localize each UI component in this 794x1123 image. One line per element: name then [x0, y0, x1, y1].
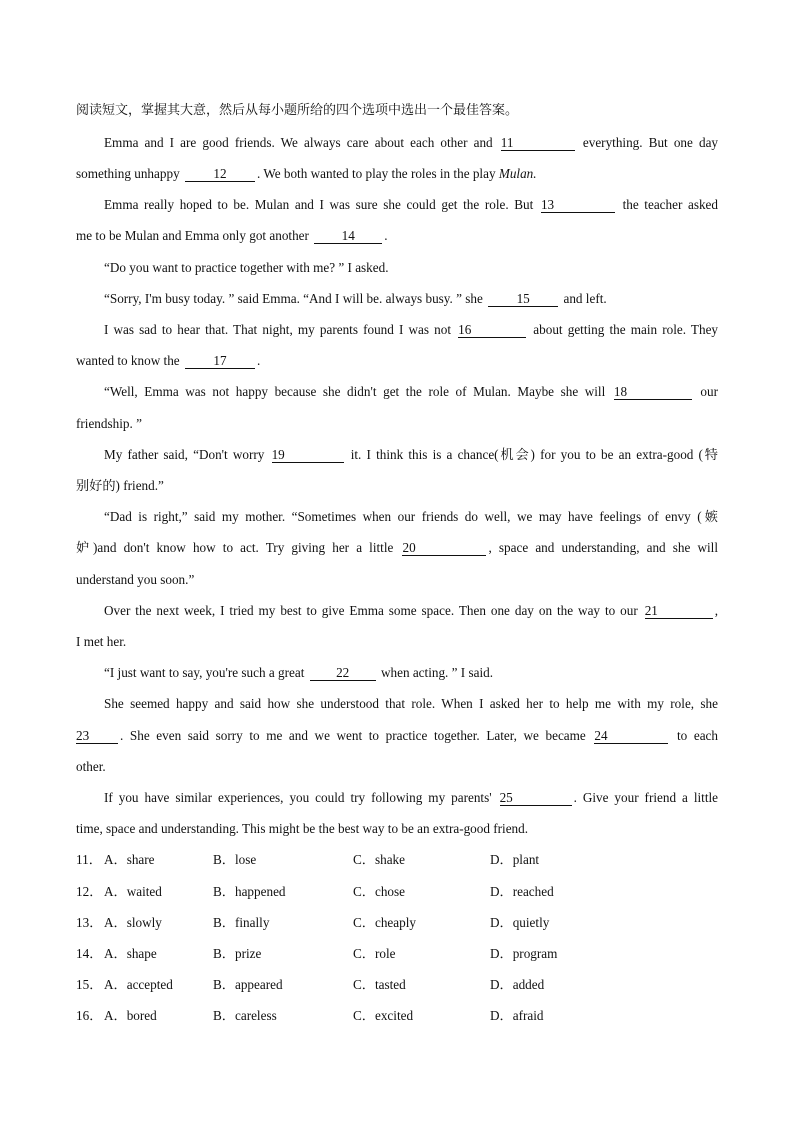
blank-20: 20: [402, 540, 486, 556]
option-b[interactable]: B．careless: [213, 1008, 277, 1023]
option-d[interactable]: D．reached: [490, 884, 554, 899]
passage-line: Emma and I are good friends. We always care about each other and 11 everything. But one day: [104, 135, 719, 150]
option-c[interactable]: C．role: [353, 946, 396, 961]
passage-line: friendship. ”: [76, 416, 142, 431]
passage-line: me to be Mulan and Emma only got another 14 .: [76, 228, 388, 243]
option-b[interactable]: B．prize: [213, 946, 262, 961]
option-b[interactable]: B．happened: [213, 884, 286, 899]
passage-line: something unhappy 12 . We both wanted to play the roles in the play Mulan.: [76, 166, 537, 181]
option-d[interactable]: D．plant: [490, 852, 540, 867]
blank-17: 17: [185, 353, 255, 369]
passage-line: 23 . She even said sorry to me and we went to practice together. Later, we became 24 to each: [76, 728, 718, 743]
passage-line: 妒)and don't know how to act. Try giving her a little 20 , space and understanding, and she will: [76, 540, 718, 555]
passage-line: 别好的) friend.”: [76, 478, 164, 493]
blank-21: 21: [645, 603, 713, 619]
option-d[interactable]: D．afraid: [490, 1008, 544, 1023]
passage-line: other.: [76, 759, 106, 774]
blank-15: 15: [488, 291, 558, 307]
option-d[interactable]: D．program: [490, 946, 558, 961]
passage-line: wanted to know the 17 .: [76, 353, 261, 368]
option-c[interactable]: C．excited: [353, 1008, 414, 1023]
passage-line: time, space and understanding. This might be the best way to be an extra-good friend.: [76, 821, 529, 836]
option-c[interactable]: C．cheaply: [353, 915, 416, 930]
passage-line: “Well, Emma was not happy because she didn't get the role of Mulan. Maybe she will 18 our: [104, 384, 719, 399]
option-d[interactable]: D．quietly: [490, 915, 550, 930]
blank-18: 18: [614, 384, 692, 400]
passage-line: My father said, “Don't worry 19 it. I think this is a chance(机会) for you to be an extra-good (特: [104, 447, 718, 462]
option-b[interactable]: B．lose: [213, 852, 257, 867]
option-c[interactable]: C．tasted: [353, 977, 406, 992]
option-c[interactable]: C．chose: [353, 884, 406, 899]
option-a[interactable]: A．shape: [104, 946, 157, 961]
passage-line: understand you soon.”: [76, 572, 195, 587]
blank-11: 11: [501, 135, 575, 151]
option-a[interactable]: A．waited: [104, 884, 162, 899]
blank-22: 22: [310, 665, 376, 681]
passage-line: Over the next week, I tried my best to give Emma some space. Then one day on the way to our 21 ,: [104, 603, 718, 618]
blank-14: 14: [314, 228, 382, 244]
option-c[interactable]: C．shake: [353, 852, 406, 867]
instruction: 阅读短文，掌握其大意，然后从每小题所给的四个选项中选出一个最佳答案。: [76, 103, 519, 118]
passage-line: She seemed happy and said how she understood that role. When I asked her to help me with my role, she: [104, 696, 718, 711]
blank-13: 13: [541, 197, 615, 213]
option-a[interactable]: A．accepted: [104, 977, 173, 992]
option-d[interactable]: D．added: [490, 977, 545, 992]
passage-line: I was sad to hear that. That night, my parents found I was not 16 about getting the main role. They: [104, 322, 719, 337]
passage-line: “Sorry, I'm busy today. ” said Emma. “And I will be. always busy. ” she 15 and left.: [104, 291, 607, 306]
blank-16: 16: [458, 322, 526, 338]
blank-24: 24: [594, 728, 668, 744]
option-b[interactable]: B．finally: [213, 915, 270, 930]
passage-line: If you have similar experiences, you could try following my parents' 25 . Give your friend a little: [104, 790, 719, 805]
blank-19: 19: [272, 447, 344, 463]
passage-line: Emma really hoped to be. Mulan and I was sure she could get the role. But 13 the teacher asked: [104, 197, 719, 212]
passage-line: “I just want to say, you're such a great 22 when acting. ” I said.: [104, 665, 494, 680]
blank-23: 23: [76, 728, 118, 744]
blank-25: 25: [500, 790, 572, 806]
passage-line: “Do you want to practice together with me? ” I asked.: [104, 260, 389, 275]
passage-line: “Dad is right,” said my mother. “Sometimes when our friends do well, we may have feelings of envy (嫉: [104, 509, 718, 524]
option-a[interactable]: A．slowly: [104, 915, 162, 930]
option-a[interactable]: A．share: [104, 852, 155, 867]
passage-line: I met her.: [76, 634, 127, 649]
option-a[interactable]: A．bored: [104, 1008, 157, 1023]
option-b[interactable]: B．appeared: [213, 977, 283, 992]
blank-12: 12: [185, 166, 255, 182]
